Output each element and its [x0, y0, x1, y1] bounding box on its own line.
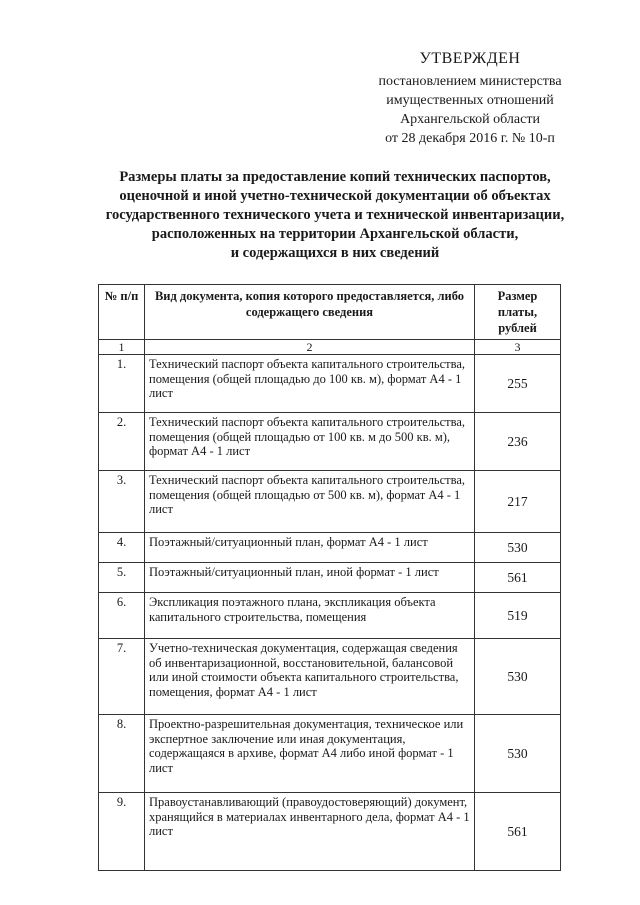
row-document: Поэтажный/ситуационный план, формат А4 - 1 лист	[145, 533, 475, 563]
column-number: 2	[145, 340, 475, 355]
row-number: 5.	[99, 563, 145, 593]
row-document: Учетно-техническая документация, содержащая сведения об инвентаризационной, восстановительной, балансовой или иной стоимости объекта капитального строительства, помещения, формат А4 - 1 лист	[145, 639, 475, 715]
row-price: 530	[475, 533, 561, 563]
approval-line: постановлением министерства	[378, 74, 562, 89]
row-price: 561	[475, 563, 561, 593]
column-number: 3	[475, 340, 561, 355]
table-row	[99, 563, 561, 593]
row-price: 519	[475, 593, 561, 639]
table-row	[99, 639, 561, 715]
row-number: 3.	[99, 471, 145, 533]
approval-stamp	[350, 50, 590, 148]
column-number: 1	[99, 340, 145, 355]
row-document: Технический паспорт объекта капитального строительства, помещения (общей площадью до 100 кв. м), формат А4 - 1 лист	[145, 355, 475, 413]
fees-table	[98, 284, 561, 871]
document-title	[90, 168, 580, 263]
row-price: 236	[475, 413, 561, 471]
table-header-row	[99, 285, 561, 340]
row-document: Поэтажный/ситуационный план, иной формат - 1 лист	[145, 563, 475, 593]
row-number: 1.	[99, 355, 145, 413]
row-document: Проектно-разрешительная документация, техническое или экспертное заключение или иная документация, содержащаяся в архиве, формат А4 либо иной формат - 1 лист	[145, 715, 475, 793]
header-price: Размер платы, рублей	[475, 285, 561, 340]
table-row	[99, 593, 561, 639]
title-line: оценочной и иной учетно-технической документации об объектах	[119, 188, 551, 204]
row-document: Технический паспорт объекта капитального строительства, помещения (общей площадью от 500 кв. м), формат А4 - 1 лист	[145, 471, 475, 533]
row-price: 530	[475, 715, 561, 793]
approval-line: от 28 декабря 2016 г. № 10-п	[385, 131, 555, 146]
table-row	[99, 471, 561, 533]
approval-line: Архангельской области	[400, 112, 540, 127]
column-number-row	[99, 340, 561, 355]
row-document: Экспликация поэтажного плана, экспликация объекта капитального строительства, помещения	[145, 593, 475, 639]
row-number: 4.	[99, 533, 145, 563]
table-row	[99, 413, 561, 471]
row-price: 530	[475, 639, 561, 715]
header-document-type: Вид документа, копия которого предоставляется, либо содержащего сведения	[145, 285, 475, 340]
row-document: Технический паспорт объекта капитального строительства, помещения (общей площадью от 100 кв. м до 500 кв. м), формат А4 - 1 лист	[145, 413, 475, 471]
table-row	[99, 355, 561, 413]
table-row	[99, 793, 561, 871]
title-line: Размеры платы за предоставление копий технических паспортов,	[119, 169, 551, 185]
approval-line: имущественных отношений	[386, 93, 554, 108]
row-number: 8.	[99, 715, 145, 793]
row-number: 2.	[99, 413, 145, 471]
row-price: 561	[475, 793, 561, 871]
table-row	[99, 533, 561, 563]
title-line: расположенных на территории Архангельской области,	[151, 226, 519, 242]
row-number: 6.	[99, 593, 145, 639]
title-line: государственного технического учета и технической инвентаризации,	[105, 207, 565, 223]
row-document: Правоустанавливающий (правоудостоверяющий) документ, хранящийся в материалах инвентарного дела, формат А4 - 1 лист	[145, 793, 475, 871]
row-number: 7.	[99, 639, 145, 715]
approval-heading: УТВЕРЖДЕН	[419, 50, 521, 67]
header-number: № п/п	[99, 285, 145, 340]
table-row	[99, 715, 561, 793]
row-price: 255	[475, 355, 561, 413]
title-line: и содержащихся в них сведений	[230, 245, 440, 261]
row-price: 217	[475, 471, 561, 533]
row-number: 9.	[99, 793, 145, 871]
